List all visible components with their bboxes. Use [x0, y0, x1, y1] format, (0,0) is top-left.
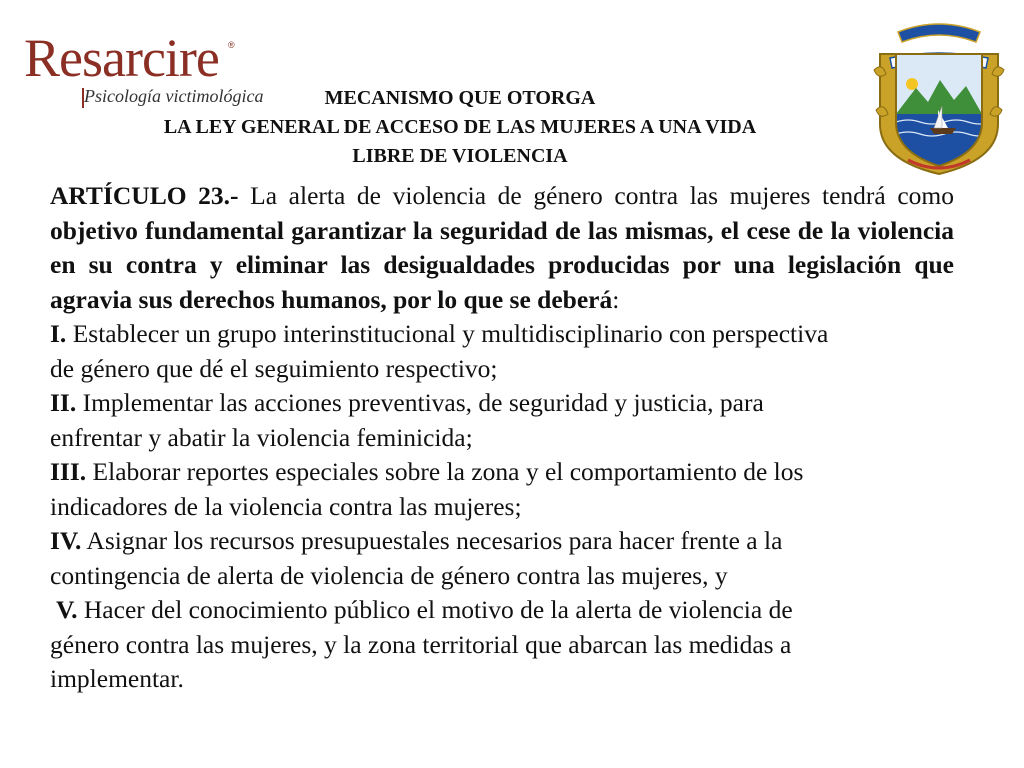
fraction-text: contingencia de alerta de violencia de género contra las mujeres, y	[50, 560, 728, 590]
fraction-text: de género que dé el seguimiento respectivo;	[50, 353, 498, 383]
logo-wordmark: Resarcire	[24, 28, 219, 88]
article-label: ARTÍCULO 23.-	[50, 181, 239, 210]
fraction-text: Asignar los recursos presupuestales necesarios para hacer frente a la	[81, 526, 783, 555]
fraction-number: V.	[56, 595, 78, 624]
logo-registered-mark: ®	[228, 40, 235, 50]
fraction-number: II.	[50, 388, 77, 417]
fraction-item	[50, 386, 954, 455]
fraction-text: Establecer un grupo interinstitucional y multidisciplinario con perspectiva	[66, 319, 829, 348]
fraction-text: Hacer del conocimiento público el motivo de la alerta de violencia de	[77, 595, 793, 624]
fraction-text: implementar.	[50, 664, 184, 693]
costa-rica-coat-of-arms	[868, 10, 1010, 176]
fraction-text: género contra las mujeres, y la zona territorial que abarcan las medidas a	[50, 629, 792, 659]
slide-heading	[60, 84, 860, 171]
fraction-text: Implementar las acciones preventivas, de seguridad y justicia, para	[76, 388, 764, 417]
logo-tagline: Psicología victimológica	[84, 86, 264, 106]
fraction-text: enfrentar y abatir la violencia feminicida;	[50, 422, 473, 452]
heading-line-2: LA LEY GENERAL DE ACCESO DE LAS MUJERES A UNA VIDA	[163, 116, 757, 138]
heading-line-1: MECANISMO QUE OTORGA	[324, 87, 596, 109]
fraction-item	[50, 524, 954, 593]
fraction-item	[50, 593, 954, 697]
fraction-number: I.	[50, 319, 67, 348]
fraction-text: indicadores de la violencia contra las mujeres;	[50, 491, 522, 521]
article-paragraph	[50, 179, 954, 317]
article-objective: objetivo fundamental garantizar la seguridad de las mismas, el cese de la violencia en su contra y eliminar las desigualdades producidas por una legislación que agravia sus derechos humanos, por lo que se deberá	[50, 215, 954, 314]
article-intro: La alerta de violencia de género contra las mujeres tendrá como	[238, 181, 955, 210]
fraction-number: III.	[50, 457, 87, 486]
article-content	[50, 179, 954, 697]
fraction-text: Elaborar reportes especiales sobre la zona y el comportamiento de los	[86, 457, 804, 486]
fraction-item	[50, 317, 954, 386]
coat-of-arms-icon	[868, 10, 1010, 176]
fraction-number: IV.	[50, 526, 82, 555]
fraction-item	[50, 455, 954, 524]
heading-line-3: LIBRE DE VIOLENCIA	[352, 145, 568, 167]
article-colon: :	[612, 284, 620, 314]
